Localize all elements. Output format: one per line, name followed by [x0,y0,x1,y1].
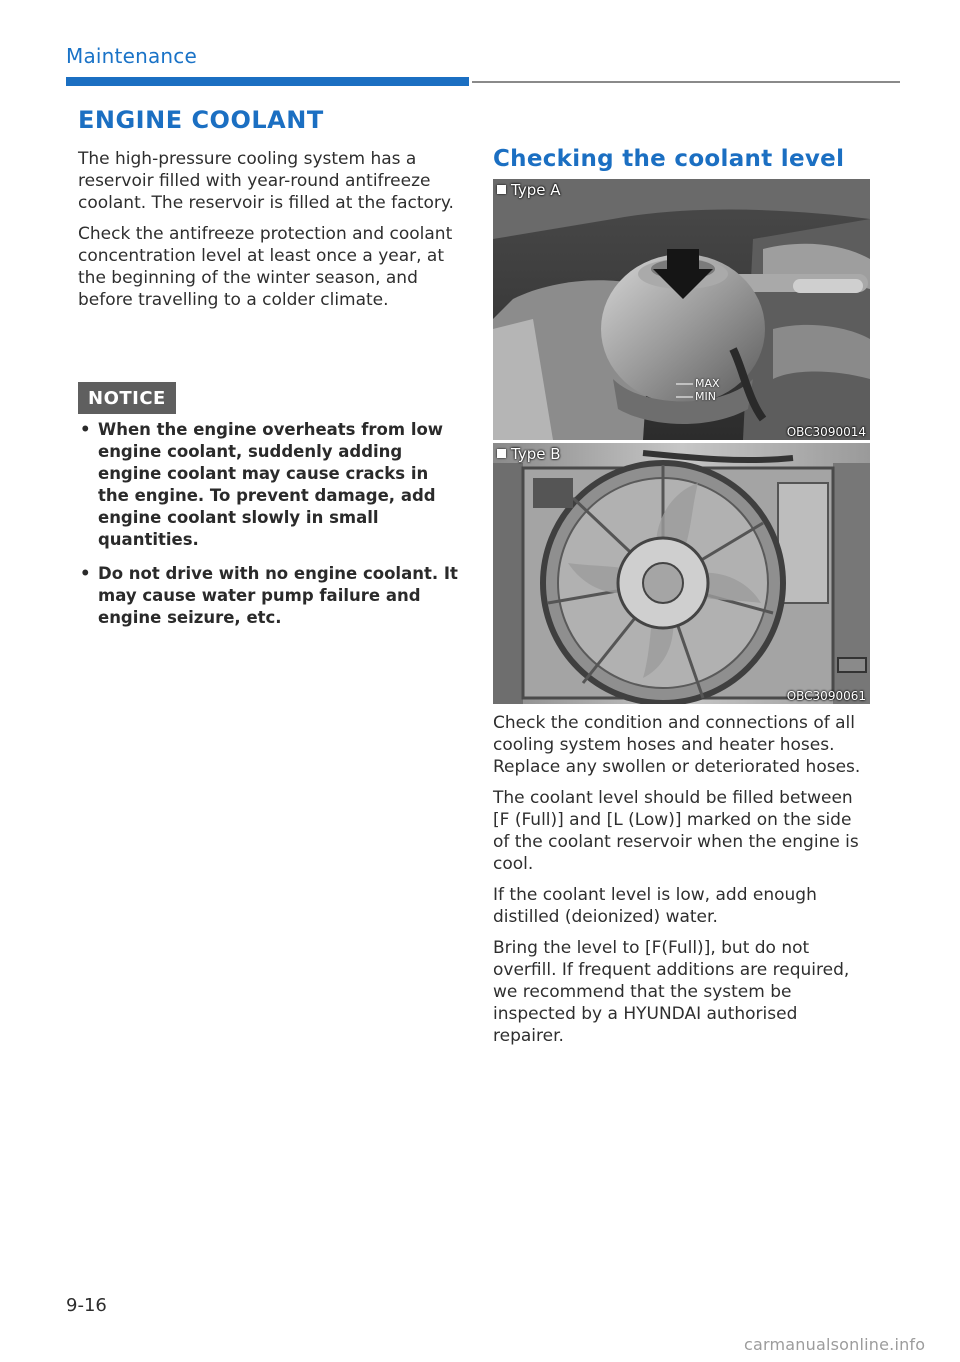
paragraph: If the coolant level is low, add enough distilled (deionized) water. [493,885,817,927]
paragraph: The coolant level should be filled between [F (Full)] and [L (Low)] marked on the side of the coolant reservoir when the engine is cool. [493,788,859,874]
paragraph: Check the condition and connections of all cooling system hoses and heater hoses. Replace any swollen or deteriorated hoses. [493,713,861,777]
figure-label: Type A [497,181,560,199]
section-title: ENGINE COOLANT [78,106,324,134]
watermark: carmanualsonline.info [744,1335,926,1354]
right-column [493,712,873,1056]
coolant-reservoir-illustration [493,179,870,440]
figure-label: Type B [497,445,561,463]
square-bullet-icon [497,449,506,458]
min-mark: MIN [695,390,716,403]
square-bullet-icon [497,185,506,194]
paragraph: Bring the level to [F(Full)], but do not overfill. If frequent additions are required, we recommend that the system be inspected by a HYUNDAI authorised repairer. [493,938,850,1046]
figure-type-b [493,443,870,704]
header-rule-blue [66,77,469,86]
notice-badge: NOTICE [78,382,176,414]
radiator-fan-illustration [493,443,870,704]
paragraph: Check the antifreeze protection and coolant concentration level at least once a year, at the beginning of the winter season, and before travelling to a colder climate. [78,224,453,310]
page-number: 9-16 [66,1295,107,1316]
header-rule-gray [472,81,900,83]
bullet-icon: • [80,564,91,583]
notice-item-text: When the engine overheats from low engine coolant, suddenly adding engine coolant may cause cracks in the engine. To prevent damage, add engine coolant slowly in small quantities. [98,420,444,549]
header-title: Maintenance [66,44,197,68]
figure-type-a [493,179,870,440]
notice-item [78,563,458,629]
notice-item [78,419,458,551]
sub-title: Checking the coolant level [493,146,845,172]
max-mark: MAX [695,377,720,390]
bullet-icon: • [80,420,91,439]
paragraph: The high-pressure cooling system has a reservoir filled with year-round antifreeze coolant. The reservoir is filled at the factory. [78,149,454,213]
left-column [78,148,458,320]
notice-list [78,419,458,641]
notice-item-text: Do not drive with no engine coolant. It may cause water pump failure and engine seizure, etc. [98,564,458,627]
figure-code: OBC3090014 [786,425,866,439]
figure-code: OBC3090061 [786,689,866,703]
